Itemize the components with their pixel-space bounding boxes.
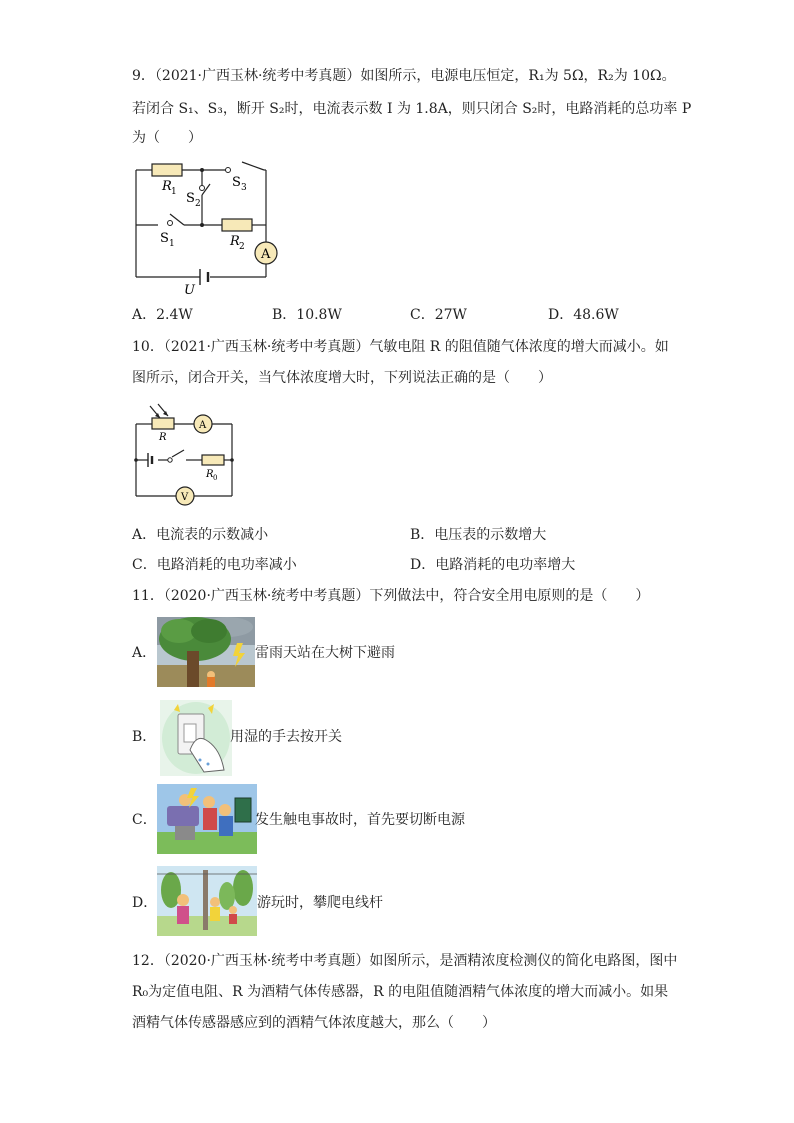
q9-option-a[interactable]: A．2.4W	[132, 307, 193, 323]
q12-line3: 酒精气体传感器感应到的酒精气体浓度越大，那么（ ）	[132, 1015, 496, 1031]
s1-switch-contact	[168, 221, 173, 226]
q9-line3: 为（ ）	[132, 130, 202, 146]
q11-option-a-text[interactable]: 雷雨天站在大树下避雨	[255, 645, 395, 661]
r0-sub: 0	[213, 474, 218, 482]
q10-ammeter-label: A	[199, 420, 207, 431]
s2-label: S	[186, 191, 195, 206]
r1-label: R	[162, 179, 172, 194]
electric-shock-rescue-illustration	[157, 784, 257, 854]
q10-option-a[interactable]: A．电流表的示数减小	[132, 527, 269, 543]
gas-sensor-resistor	[152, 418, 174, 429]
r2-resistor	[222, 219, 252, 231]
q10-option-d[interactable]: D．电路消耗的电功率增大	[410, 557, 576, 573]
r-label: R	[159, 432, 167, 443]
junction-dot-left	[134, 458, 138, 462]
q11-option-c-letter[interactable]: C．	[132, 812, 157, 828]
s3-switch-contact	[226, 168, 231, 173]
junction-dot-right	[230, 458, 234, 462]
q11-line1: 11．（2020·广西玉林·统考中考真题）下列做法中，符合安全用电原则的是（ ）	[132, 588, 650, 604]
q11-option-a-letter[interactable]: A．	[132, 645, 157, 661]
q11-option-b-letter[interactable]: B．	[132, 729, 157, 745]
s1-label: S	[160, 231, 169, 246]
q11-option-b-text[interactable]: 用湿的手去按开关	[230, 729, 342, 745]
s2-sub: 2	[195, 199, 201, 209]
q9-option-c[interactable]: C．27W	[410, 307, 467, 323]
voltmeter-label: V	[181, 492, 189, 503]
q10-line2: 图所示，闭合开关，当气体浓度增大时，下列说法正确的是（ ）	[132, 370, 552, 386]
junction-dot-top	[200, 168, 204, 172]
q10-option-c[interactable]: C．电路消耗的电功率减小	[132, 557, 297, 573]
wet-hand-switch-illustration	[160, 700, 232, 776]
q9-line1: 9．（2021·广西玉林·统考中考真题）如图所示，电源电压恒定，R₁为 5Ω，R₂为 10Ω。	[132, 68, 676, 84]
q11-option-d-letter[interactable]: D．	[132, 895, 158, 911]
q11-option-d-text[interactable]: 游玩时，攀爬电线杆	[257, 895, 383, 911]
q9-option-d[interactable]: D．48.6W	[548, 307, 619, 323]
ammeter-label: A	[261, 247, 271, 262]
r0-resistor	[202, 455, 224, 465]
s3-sub: 3	[241, 183, 247, 193]
q10-switch-contact	[168, 458, 172, 462]
q10-line1: 10．（2021·广西玉林·统考中考真题）气敏电阻 R 的阻值随气体浓度的增大而减小。如	[132, 339, 669, 355]
r0-label: R	[206, 469, 214, 480]
q9-circuit-diagram	[128, 158, 288, 298]
r2-label: R	[230, 234, 240, 249]
tree-in-storm-illustration	[157, 617, 255, 687]
r1-sub: 1	[171, 187, 177, 197]
junction-dot-mid	[200, 223, 204, 227]
q9-line2: 若闭合 S₁、S₃，断开 S₂时，电流表示数 I 为 1.8A，则只闭合 S₂时，电路消耗的总功率 P	[132, 101, 692, 117]
voltage-u-label: U	[184, 283, 195, 298]
s2-switch-contact	[200, 186, 205, 191]
q12-line1: 12．（2020·广西玉林·统考中考真题）如图所示，是酒精浓度检测仪的简化电路图，图中	[132, 953, 678, 969]
climbing-pole-illustration	[157, 866, 257, 936]
s1-sub: 1	[169, 239, 175, 249]
q9-option-b[interactable]: B．10.8W	[272, 307, 342, 323]
q10-option-b[interactable]: B．电压表的示数增大	[410, 527, 547, 543]
s3-label: S	[232, 175, 241, 190]
r1-resistor	[152, 164, 182, 176]
r2-sub: 2	[239, 242, 245, 252]
q10-circuit-diagram	[128, 402, 240, 506]
q12-line2: R₀为定值电阻、R 为酒精气体传感器，R 的电阻值随酒精气体浓度的增大而减小。如果	[132, 984, 669, 1000]
q11-option-c-text[interactable]: 发生触电事故时，首先要切断电源	[255, 812, 465, 828]
